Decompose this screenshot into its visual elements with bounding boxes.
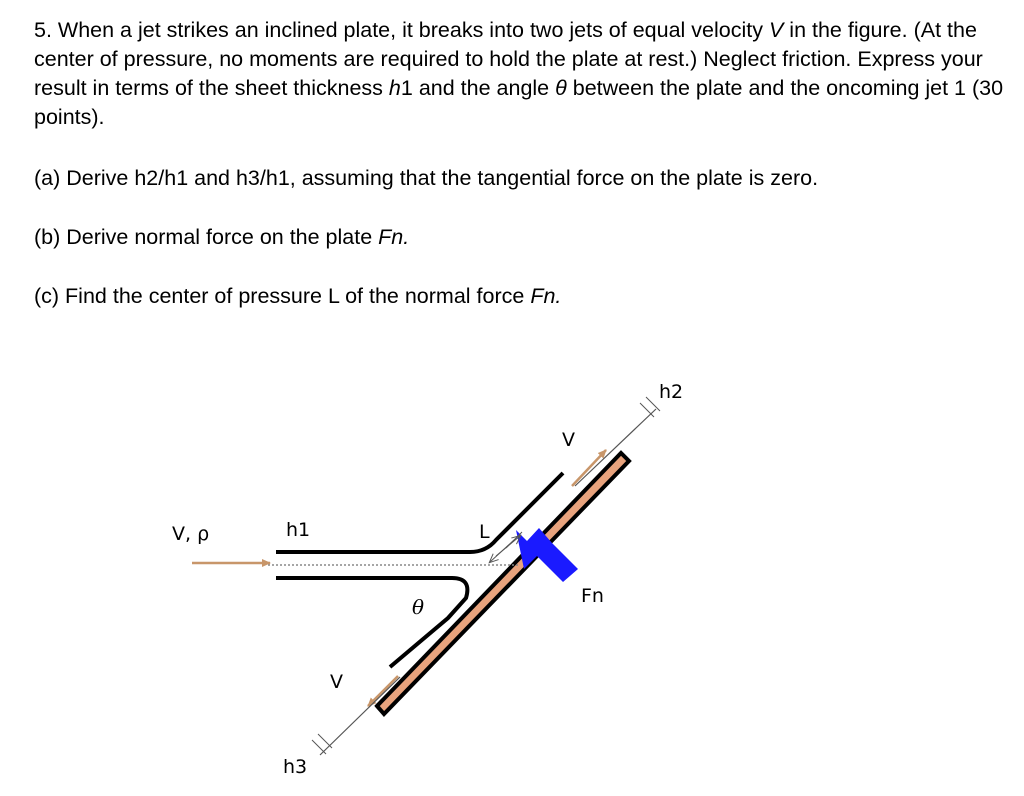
label-fn: Fn [581, 585, 604, 607]
var-theta: θ [555, 76, 567, 100]
label-theta: θ [412, 595, 425, 619]
h2-tick-a [640, 403, 654, 417]
problem-text-1: 5. When a jet strikes an inclined plate, it breaks into two jets of equal velocity [34, 18, 769, 42]
var-v: V [768, 18, 784, 42]
inclined-plate [377, 453, 629, 714]
label-v-lower: V [330, 671, 343, 693]
label-h2: h2 [659, 381, 684, 403]
label-h3: h3 [283, 756, 308, 778]
label-h1: h1 [286, 519, 311, 541]
problem-text-4: between the plate and the oncoming jet 1 (30 points). [34, 76, 1004, 129]
question-b-var: Fn. [378, 225, 410, 249]
question-b-text: (b) Derive normal force on the plate [34, 225, 379, 249]
question-a: (a) Derive h2/h1 and h3/h1, assuming that the tangential force on the plate is zero. [34, 166, 819, 190]
var-h: h [388, 76, 401, 100]
problem-text-3: 1 and the angle [400, 76, 556, 100]
problem-text-2: in the figure. (At the center of pressure, no moments are required to hold the plate at rest.) Neglect friction. Express your result in terms of the sheet thickness [34, 18, 983, 100]
question-c-text: (c) Find the center of pressure L of the normal force [34, 284, 531, 308]
label-inlet: V, ρ [172, 523, 210, 545]
question-c-var: Fn. [530, 284, 562, 308]
label-v-upper: V [562, 429, 575, 451]
label-l: L [479, 521, 490, 543]
h3-tick-a [312, 740, 326, 754]
h3-tick-b [318, 734, 332, 748]
h2-tick-b [646, 397, 660, 411]
